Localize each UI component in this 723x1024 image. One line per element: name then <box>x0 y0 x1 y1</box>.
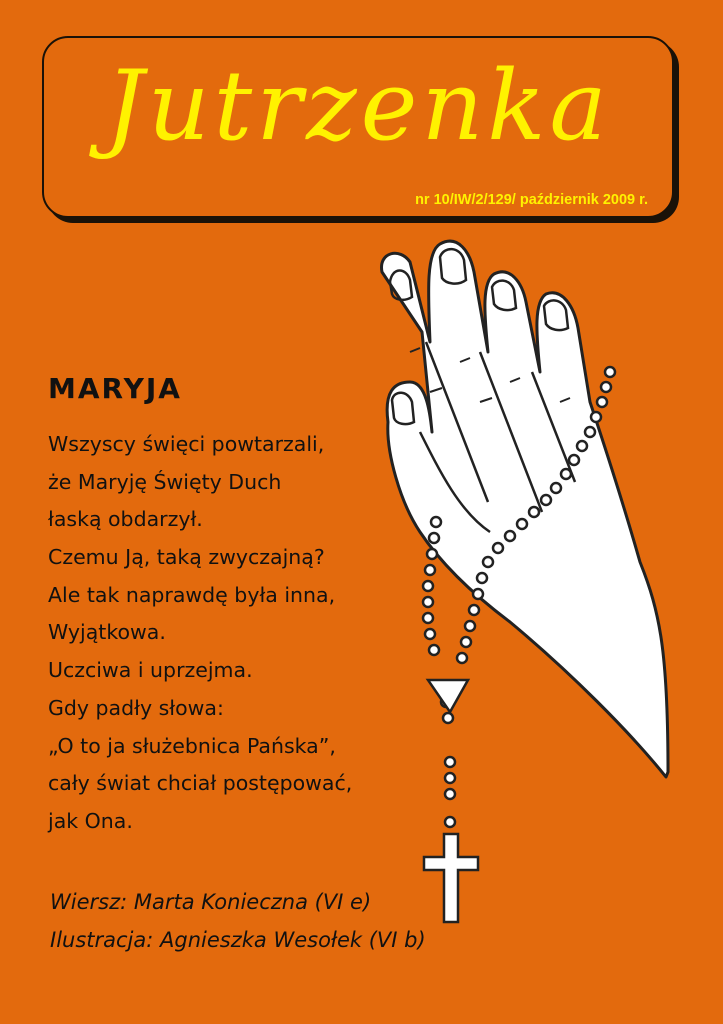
illustration-credit: Ilustracja: Agnieszka Wesołek (VI b) <box>50 928 426 952</box>
poem-line: Uczciwa i uprzejma. <box>48 658 253 683</box>
praying-hand-rosary-illustration <box>370 232 680 932</box>
poem-line: Wszyscy święci powtarzali, <box>48 432 325 456</box>
poem-author-credit: Wiersz: Marta Konieczna (VI e) <box>50 890 372 914</box>
poem-line: Wyjątkowa. <box>48 620 166 645</box>
poem-title: MARYJA <box>48 372 182 405</box>
poem-line: Ale tak naprawdę była inna, <box>48 582 336 607</box>
issue-number: nr 10/IW/2/129/ październik 2009 r. <box>415 192 648 208</box>
credits <box>50 883 426 959</box>
poem-line: cały świat chciał postępować, <box>48 771 353 796</box>
poem-line: jak Ona. <box>48 808 133 833</box>
poem-line: łaską obdarzył. <box>48 507 203 532</box>
masthead-box <box>42 36 674 218</box>
poem-line: „O to ja służebnica Pańska”, <box>48 733 336 758</box>
poem-body <box>48 426 352 841</box>
poem-line: Gdy padły słowa: <box>48 695 224 720</box>
poem-line: Czemu Ją, taką zwyczajną? <box>48 545 325 570</box>
poem-line: że Maryję Święty Duch <box>48 469 282 494</box>
magazine-title: Jutrzenka <box>105 50 611 162</box>
